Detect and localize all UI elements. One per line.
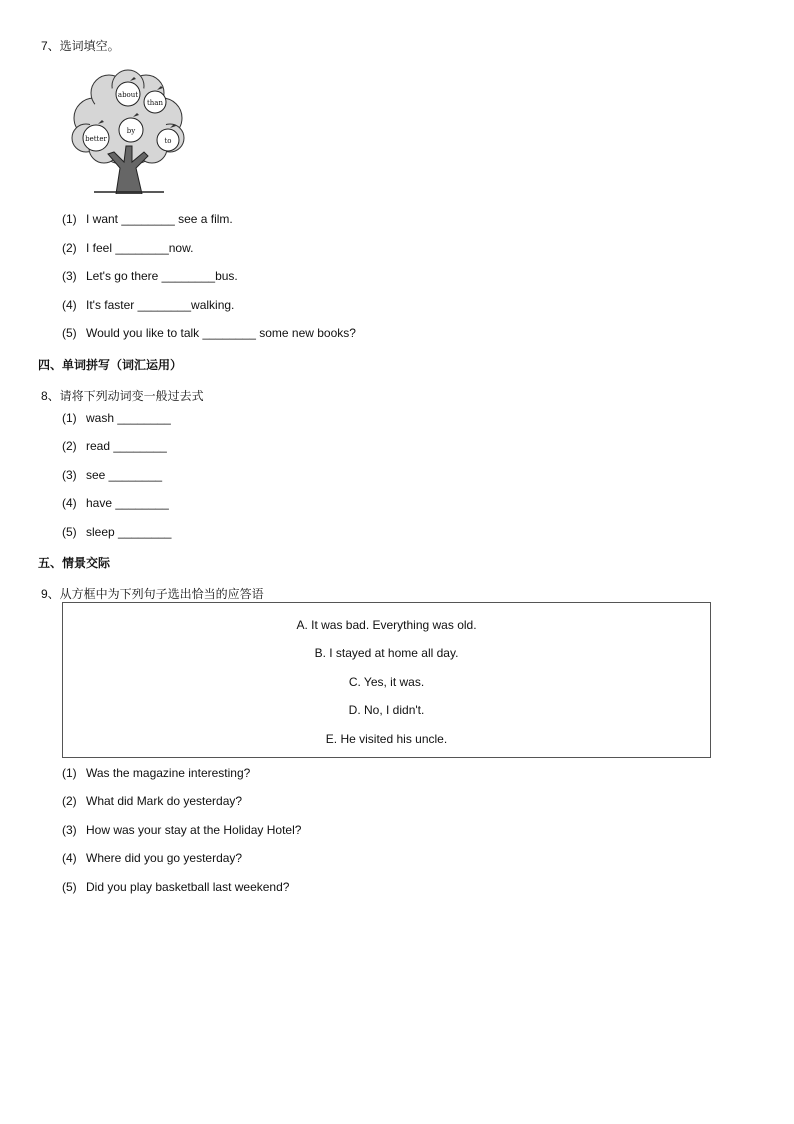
- q9-item-3-num: (3): [62, 823, 77, 837]
- section-4-title: 四、单词拼写（词汇运用）: [38, 358, 183, 372]
- q8-item-3-num: (3): [62, 468, 77, 482]
- q7-item-3-num: (3): [62, 269, 77, 283]
- q8-item-1-num: (1): [62, 411, 77, 425]
- q9-item-4-text: Where did you go yesterday?: [86, 851, 243, 865]
- q8-item-2-num: (2): [62, 439, 77, 453]
- q7-item-4-num: (4): [62, 298, 77, 312]
- q9-item-4-num: (4): [62, 851, 77, 865]
- q9-item-2-text: What did Mark do yesterday?: [86, 794, 243, 808]
- q8-item-3-text: see ________: [86, 468, 163, 482]
- q7-item-5-num: (5): [62, 326, 77, 340]
- q8-item-5-num: (5): [62, 525, 77, 539]
- option-d: D. No, I didn't.: [348, 703, 425, 717]
- q7-item-2-text: I feel ________now.: [86, 241, 194, 255]
- answer-options-box: [62, 602, 711, 758]
- q9-item-5-text: Did you play basketball last weekend?: [86, 880, 290, 894]
- q9-item-3-text: How was your stay at the Holiday Hotel?: [86, 823, 302, 837]
- q8-item-4-text: have ________: [86, 496, 169, 510]
- tree-word-better: better: [85, 135, 107, 143]
- q7-item-1-text: I want ________ see a film.: [86, 212, 233, 226]
- q7-item-4-text: It's faster ________walking.: [86, 298, 235, 312]
- q8-item-4-num: (4): [62, 496, 77, 510]
- section-5-title: 五、情景交际: [38, 556, 111, 570]
- option-c: C. Yes, it was.: [348, 675, 425, 689]
- q8-item-5-text: sleep ________: [86, 525, 172, 539]
- option-a: A. It was bad. Everything was old.: [296, 618, 477, 632]
- question-9-title: 9、从方框中为下列句子选出恰当的应答语: [41, 587, 264, 601]
- question-8-title: 8、请将下列动词变一般过去式: [41, 389, 204, 403]
- q8-item-2-text: read ________: [86, 439, 167, 453]
- q7-item-3-text: Let's go there ________bus.: [86, 269, 238, 283]
- tree-word-about: about: [117, 91, 139, 99]
- word-tree-illustration: [64, 68, 192, 194]
- tree-word-to: to: [164, 137, 172, 145]
- tree-word-than: than: [146, 99, 164, 107]
- q7-item-5-text: Would you like to talk ________ some new books?: [86, 326, 356, 340]
- q9-item-1-num: (1): [62, 766, 77, 780]
- q8-item-1-text: wash ________: [86, 411, 171, 425]
- q9-item-1-text: Was the magazine interesting?: [86, 766, 251, 780]
- q7-item-1-num: (1): [62, 212, 77, 226]
- option-b: B. I stayed at home all day.: [314, 646, 459, 660]
- q7-item-2-num: (2): [62, 241, 77, 255]
- q9-item-2-num: (2): [62, 794, 77, 808]
- option-e: E. He visited his uncle.: [325, 732, 448, 746]
- tree-word-by: by: [126, 127, 136, 135]
- q9-item-5-num: (5): [62, 880, 77, 894]
- question-7-title: 7、选词填空。: [41, 39, 120, 53]
